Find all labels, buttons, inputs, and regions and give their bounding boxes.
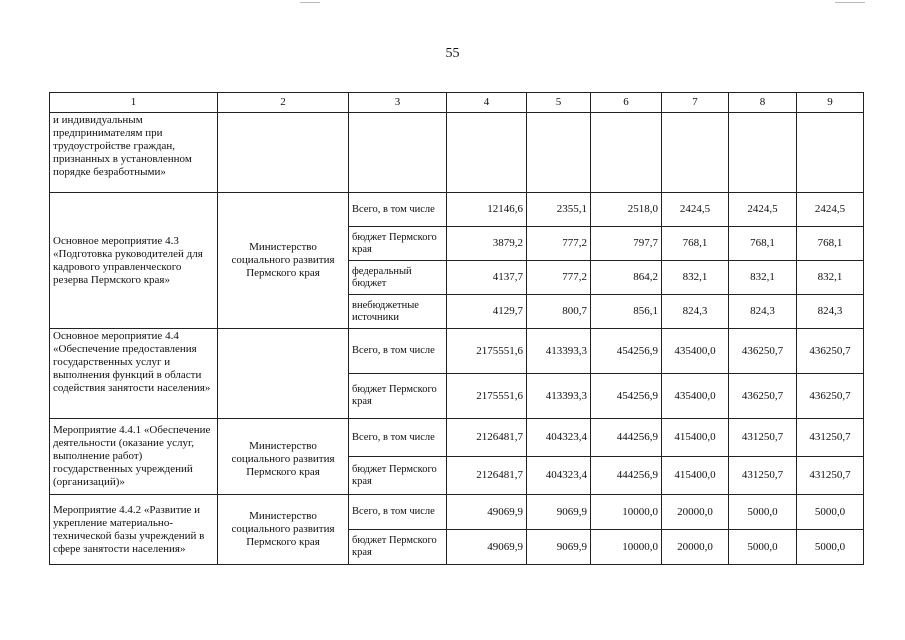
amount-cell: 435400,0 (662, 329, 729, 374)
amount-cell: 5000,0 (797, 495, 864, 530)
table-row (50, 329, 864, 374)
column-number: 2 (218, 93, 349, 113)
continuation-text: и индивидуальным предпринимателям при трудоустройстве граждан, признанных в установленном порядке безработными» (50, 113, 218, 193)
amount-cell: 4137,7 (447, 261, 527, 295)
amount-cell: 431250,7 (729, 457, 797, 495)
page-number: 55 (445, 46, 460, 61)
amount-cell: 9069,9 (527, 530, 591, 565)
amount-cell: 800,7 (527, 295, 591, 329)
amount-cell: 797,7 (591, 227, 662, 261)
measure-description: Мероприятие 4.4.1 «Обеспечение деятельности (оказание услуг, выполнение работ) государственных учреждений (организаций)» (50, 419, 218, 495)
measure-description: Основное мероприятие 4.4 «Обеспечение предоставления государственных услуг и выполнения функций в области содействия занятости населения» (50, 329, 218, 419)
empty-cell (797, 113, 864, 193)
responsible-executor: Министерство социального развития Пермского края (218, 193, 349, 329)
amount-cell: 824,3 (797, 295, 864, 329)
amount-cell: 431250,7 (797, 419, 864, 457)
funding-source: Всего, в том числе (349, 193, 447, 227)
empty-cell (218, 113, 349, 193)
empty-cell (349, 113, 447, 193)
responsible-executor: Министерство социального развития Пермского края (218, 419, 349, 495)
amount-cell: 5000,0 (729, 495, 797, 530)
responsible-executor: Министерство социального развития Пермского края (218, 495, 349, 565)
amount-cell: 10000,0 (591, 530, 662, 565)
responsible-executor (218, 329, 349, 419)
budget-table (49, 92, 864, 565)
amount-cell: 2126481,7 (447, 419, 527, 457)
amount-cell: 10000,0 (591, 495, 662, 530)
funding-source: бюджет Пермского края (349, 530, 447, 565)
empty-cell (527, 113, 591, 193)
amount-cell: 4129,7 (447, 295, 527, 329)
amount-cell: 768,1 (662, 227, 729, 261)
column-number: 6 (591, 93, 662, 113)
funding-source: бюджет Пермского края (349, 227, 447, 261)
empty-cell (447, 113, 527, 193)
amount-cell: 768,1 (729, 227, 797, 261)
amount-cell: 2518,0 (591, 193, 662, 227)
amount-cell: 435400,0 (662, 374, 729, 419)
table-row (50, 495, 864, 530)
amount-cell: 824,3 (729, 295, 797, 329)
amount-cell: 832,1 (797, 261, 864, 295)
amount-cell: 777,2 (527, 261, 591, 295)
column-number: 1 (50, 93, 218, 113)
amount-cell: 431250,7 (729, 419, 797, 457)
column-number: 3 (349, 93, 447, 113)
funding-source: бюджет Пермского края (349, 374, 447, 419)
funding-source: внебюджетные источники (349, 295, 447, 329)
column-number: 4 (447, 93, 527, 113)
column-number: 5 (527, 93, 591, 113)
amount-cell: 436250,7 (797, 374, 864, 419)
amount-cell: 444256,9 (591, 457, 662, 495)
funding-source: бюджет Пермского края (349, 457, 447, 495)
measure-description: Основное мероприятие 4.3 «Подготовка руководителей для кадрового управленческого резерва Пермского края» (50, 193, 218, 329)
funding-source: федеральный бюджет (349, 261, 447, 295)
amount-cell: 2355,1 (527, 193, 591, 227)
table-row (50, 193, 864, 227)
amount-cell: 20000,0 (662, 530, 729, 565)
column-number: 8 (729, 93, 797, 113)
funding-source: Всего, в том числе (349, 329, 447, 374)
amount-cell: 404323,4 (527, 419, 591, 457)
amount-cell: 2424,5 (662, 193, 729, 227)
amount-cell: 832,1 (729, 261, 797, 295)
amount-cell: 5000,0 (797, 530, 864, 565)
table-row (50, 113, 864, 193)
amount-cell: 2424,5 (797, 193, 864, 227)
amount-cell: 454256,9 (591, 329, 662, 374)
empty-cell (591, 113, 662, 193)
header-row (50, 93, 864, 113)
amount-cell: 9069,9 (527, 495, 591, 530)
amount-cell: 49069,9 (447, 530, 527, 565)
table-row (50, 419, 864, 457)
scan-edge-line (300, 2, 320, 3)
amount-cell: 12146,6 (447, 193, 527, 227)
amount-cell: 824,3 (662, 295, 729, 329)
amount-cell: 431250,7 (797, 457, 864, 495)
amount-cell: 2126481,7 (447, 457, 527, 495)
amount-cell: 2175551,6 (447, 329, 527, 374)
amount-cell: 404323,4 (527, 457, 591, 495)
amount-cell: 444256,9 (591, 419, 662, 457)
amount-cell: 413393,3 (527, 329, 591, 374)
amount-cell: 777,2 (527, 227, 591, 261)
column-number: 7 (662, 93, 729, 113)
amount-cell: 436250,7 (729, 329, 797, 374)
amount-cell: 2424,5 (729, 193, 797, 227)
measure-description: Мероприятие 4.4.2 «Развитие и укрепление материально-технической базы учреждений в сфере занятости населения» (50, 495, 218, 565)
amount-cell: 768,1 (797, 227, 864, 261)
amount-cell: 436250,7 (729, 374, 797, 419)
amount-cell: 454256,9 (591, 374, 662, 419)
amount-cell: 864,2 (591, 261, 662, 295)
amount-cell: 415400,0 (662, 419, 729, 457)
empty-cell (729, 113, 797, 193)
amount-cell: 2175551,6 (447, 374, 527, 419)
amount-cell: 436250,7 (797, 329, 864, 374)
amount-cell: 3879,2 (447, 227, 527, 261)
scan-edge-line (835, 2, 865, 3)
amount-cell: 20000,0 (662, 495, 729, 530)
amount-cell: 413393,3 (527, 374, 591, 419)
funding-source: Всего, в том числе (349, 419, 447, 457)
column-number: 9 (797, 93, 864, 113)
amount-cell: 49069,9 (447, 495, 527, 530)
amount-cell: 832,1 (662, 261, 729, 295)
amount-cell: 415400,0 (662, 457, 729, 495)
amount-cell: 856,1 (591, 295, 662, 329)
funding-source: Всего, в том числе (349, 495, 447, 530)
amount-cell: 5000,0 (729, 530, 797, 565)
empty-cell (662, 113, 729, 193)
